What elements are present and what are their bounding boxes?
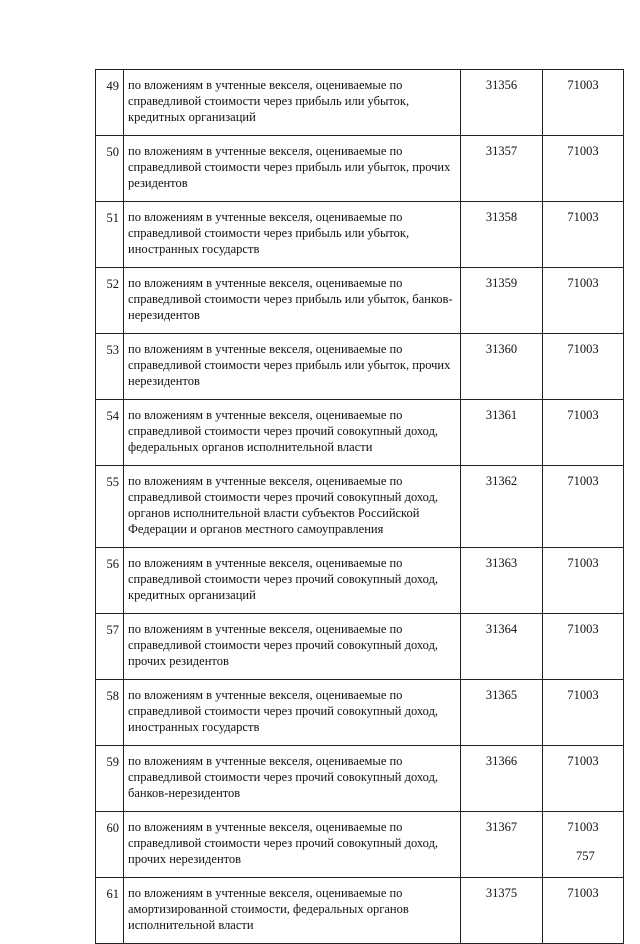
- account-number: 31358: [461, 202, 543, 268]
- row-number: 50: [96, 136, 124, 202]
- account-number: 31360: [461, 334, 543, 400]
- row-description: по вложениям в учтенные векселя, оцениваемые по справедливой стоимости через прочий совокупный доход, прочих нерезидентов: [124, 812, 461, 878]
- row-number: 60: [96, 812, 124, 878]
- table-row: [96, 680, 624, 746]
- row-description: по вложениям в учтенные векселя, оцениваемые по справедливой стоимости через прочий совокупный доход, органов исполнительной власти субъектов Российской Федерации и органов местного самоуправления: [124, 466, 461, 548]
- table-row: [96, 202, 624, 268]
- row-number: 57: [96, 614, 124, 680]
- table-row: [96, 334, 624, 400]
- account-number: 31361: [461, 400, 543, 466]
- symbol-code: 71003: [543, 400, 624, 466]
- account-number: 31359: [461, 268, 543, 334]
- row-description: по вложениям в учтенные векселя, оцениваемые по справедливой стоимости через прибыль или убыток, кредитных организаций: [124, 70, 461, 136]
- accounts-table: [95, 69, 624, 944]
- row-description: по вложениям в учтенные векселя, оцениваемые по справедливой стоимости через прочий совокупный доход, кредитных организаций: [124, 548, 461, 614]
- account-number: 31367: [461, 812, 543, 878]
- table-row: [96, 400, 624, 466]
- table-row: [96, 812, 624, 878]
- row-description: по вложениям в учтенные векселя, оцениваемые по справедливой стоимости через прочий совокупный доход, федеральных органов исполнительной власти: [124, 400, 461, 466]
- row-description: по вложениям в учтенные векселя, оцениваемые по справедливой стоимости через прибыль или убыток, иностранных государств: [124, 202, 461, 268]
- row-number: 51: [96, 202, 124, 268]
- table-row: [96, 70, 624, 136]
- symbol-code: 71003: [543, 548, 624, 614]
- symbol-code: 71003: [543, 466, 624, 548]
- row-description: по вложениям в учтенные векселя, оцениваемые по справедливой стоимости через прочий совокупный доход, иностранных государств: [124, 680, 461, 746]
- symbol-code: 71003: [543, 614, 624, 680]
- row-number: 55: [96, 466, 124, 548]
- account-number: 31364: [461, 614, 543, 680]
- symbol-code: 71003: [543, 746, 624, 812]
- symbol-code: 71003: [543, 70, 624, 136]
- symbol-code: 71003: [543, 268, 624, 334]
- row-number: 49: [96, 70, 124, 136]
- table-row: [96, 614, 624, 680]
- account-number: 31363: [461, 548, 543, 614]
- account-number: 31362: [461, 466, 543, 548]
- table-row: [96, 746, 624, 812]
- row-number: 53: [96, 334, 124, 400]
- account-number: 31366: [461, 746, 543, 812]
- row-number: 61: [96, 878, 124, 944]
- row-description: по вложениям в учтенные векселя, оцениваемые по справедливой стоимости через прочий совокупный доход, прочих резидентов: [124, 614, 461, 680]
- account-number: 31375: [461, 878, 543, 944]
- row-number: 54: [96, 400, 124, 466]
- page-number: 757: [576, 849, 595, 863]
- symbol-code: 71003: [543, 812, 624, 878]
- row-description: по вложениям в учтенные векселя, оцениваемые по амортизированной стоимости, федеральных органов исполнительной власти: [124, 878, 461, 944]
- account-number: 31365: [461, 680, 543, 746]
- account-number: 31356: [461, 70, 543, 136]
- row-description: по вложениям в учтенные векселя, оцениваемые по справедливой стоимости через прибыль или убыток, прочих резидентов: [124, 136, 461, 202]
- row-number: 58: [96, 680, 124, 746]
- symbol-code: 71003: [543, 136, 624, 202]
- row-number: 52: [96, 268, 124, 334]
- table-row: [96, 466, 624, 548]
- table-row: [96, 878, 624, 944]
- row-description: по вложениям в учтенные векселя, оцениваемые по справедливой стоимости через прочий совокупный доход, банков-нерезидентов: [124, 746, 461, 812]
- symbol-code: 71003: [543, 878, 624, 944]
- symbol-code: 71003: [543, 680, 624, 746]
- table-row: [96, 268, 624, 334]
- row-description: по вложениям в учтенные векселя, оцениваемые по справедливой стоимости через прибыль или убыток, прочих нерезидентов: [124, 334, 461, 400]
- symbol-code: 71003: [543, 202, 624, 268]
- table-row: [96, 136, 624, 202]
- row-description: по вложениям в учтенные векселя, оцениваемые по справедливой стоимости через прибыль или убыток, банков-нерезидентов: [124, 268, 461, 334]
- row-number: 59: [96, 746, 124, 812]
- account-number: 31357: [461, 136, 543, 202]
- table-row: [96, 548, 624, 614]
- row-number: 56: [96, 548, 124, 614]
- symbol-code: 71003: [543, 334, 624, 400]
